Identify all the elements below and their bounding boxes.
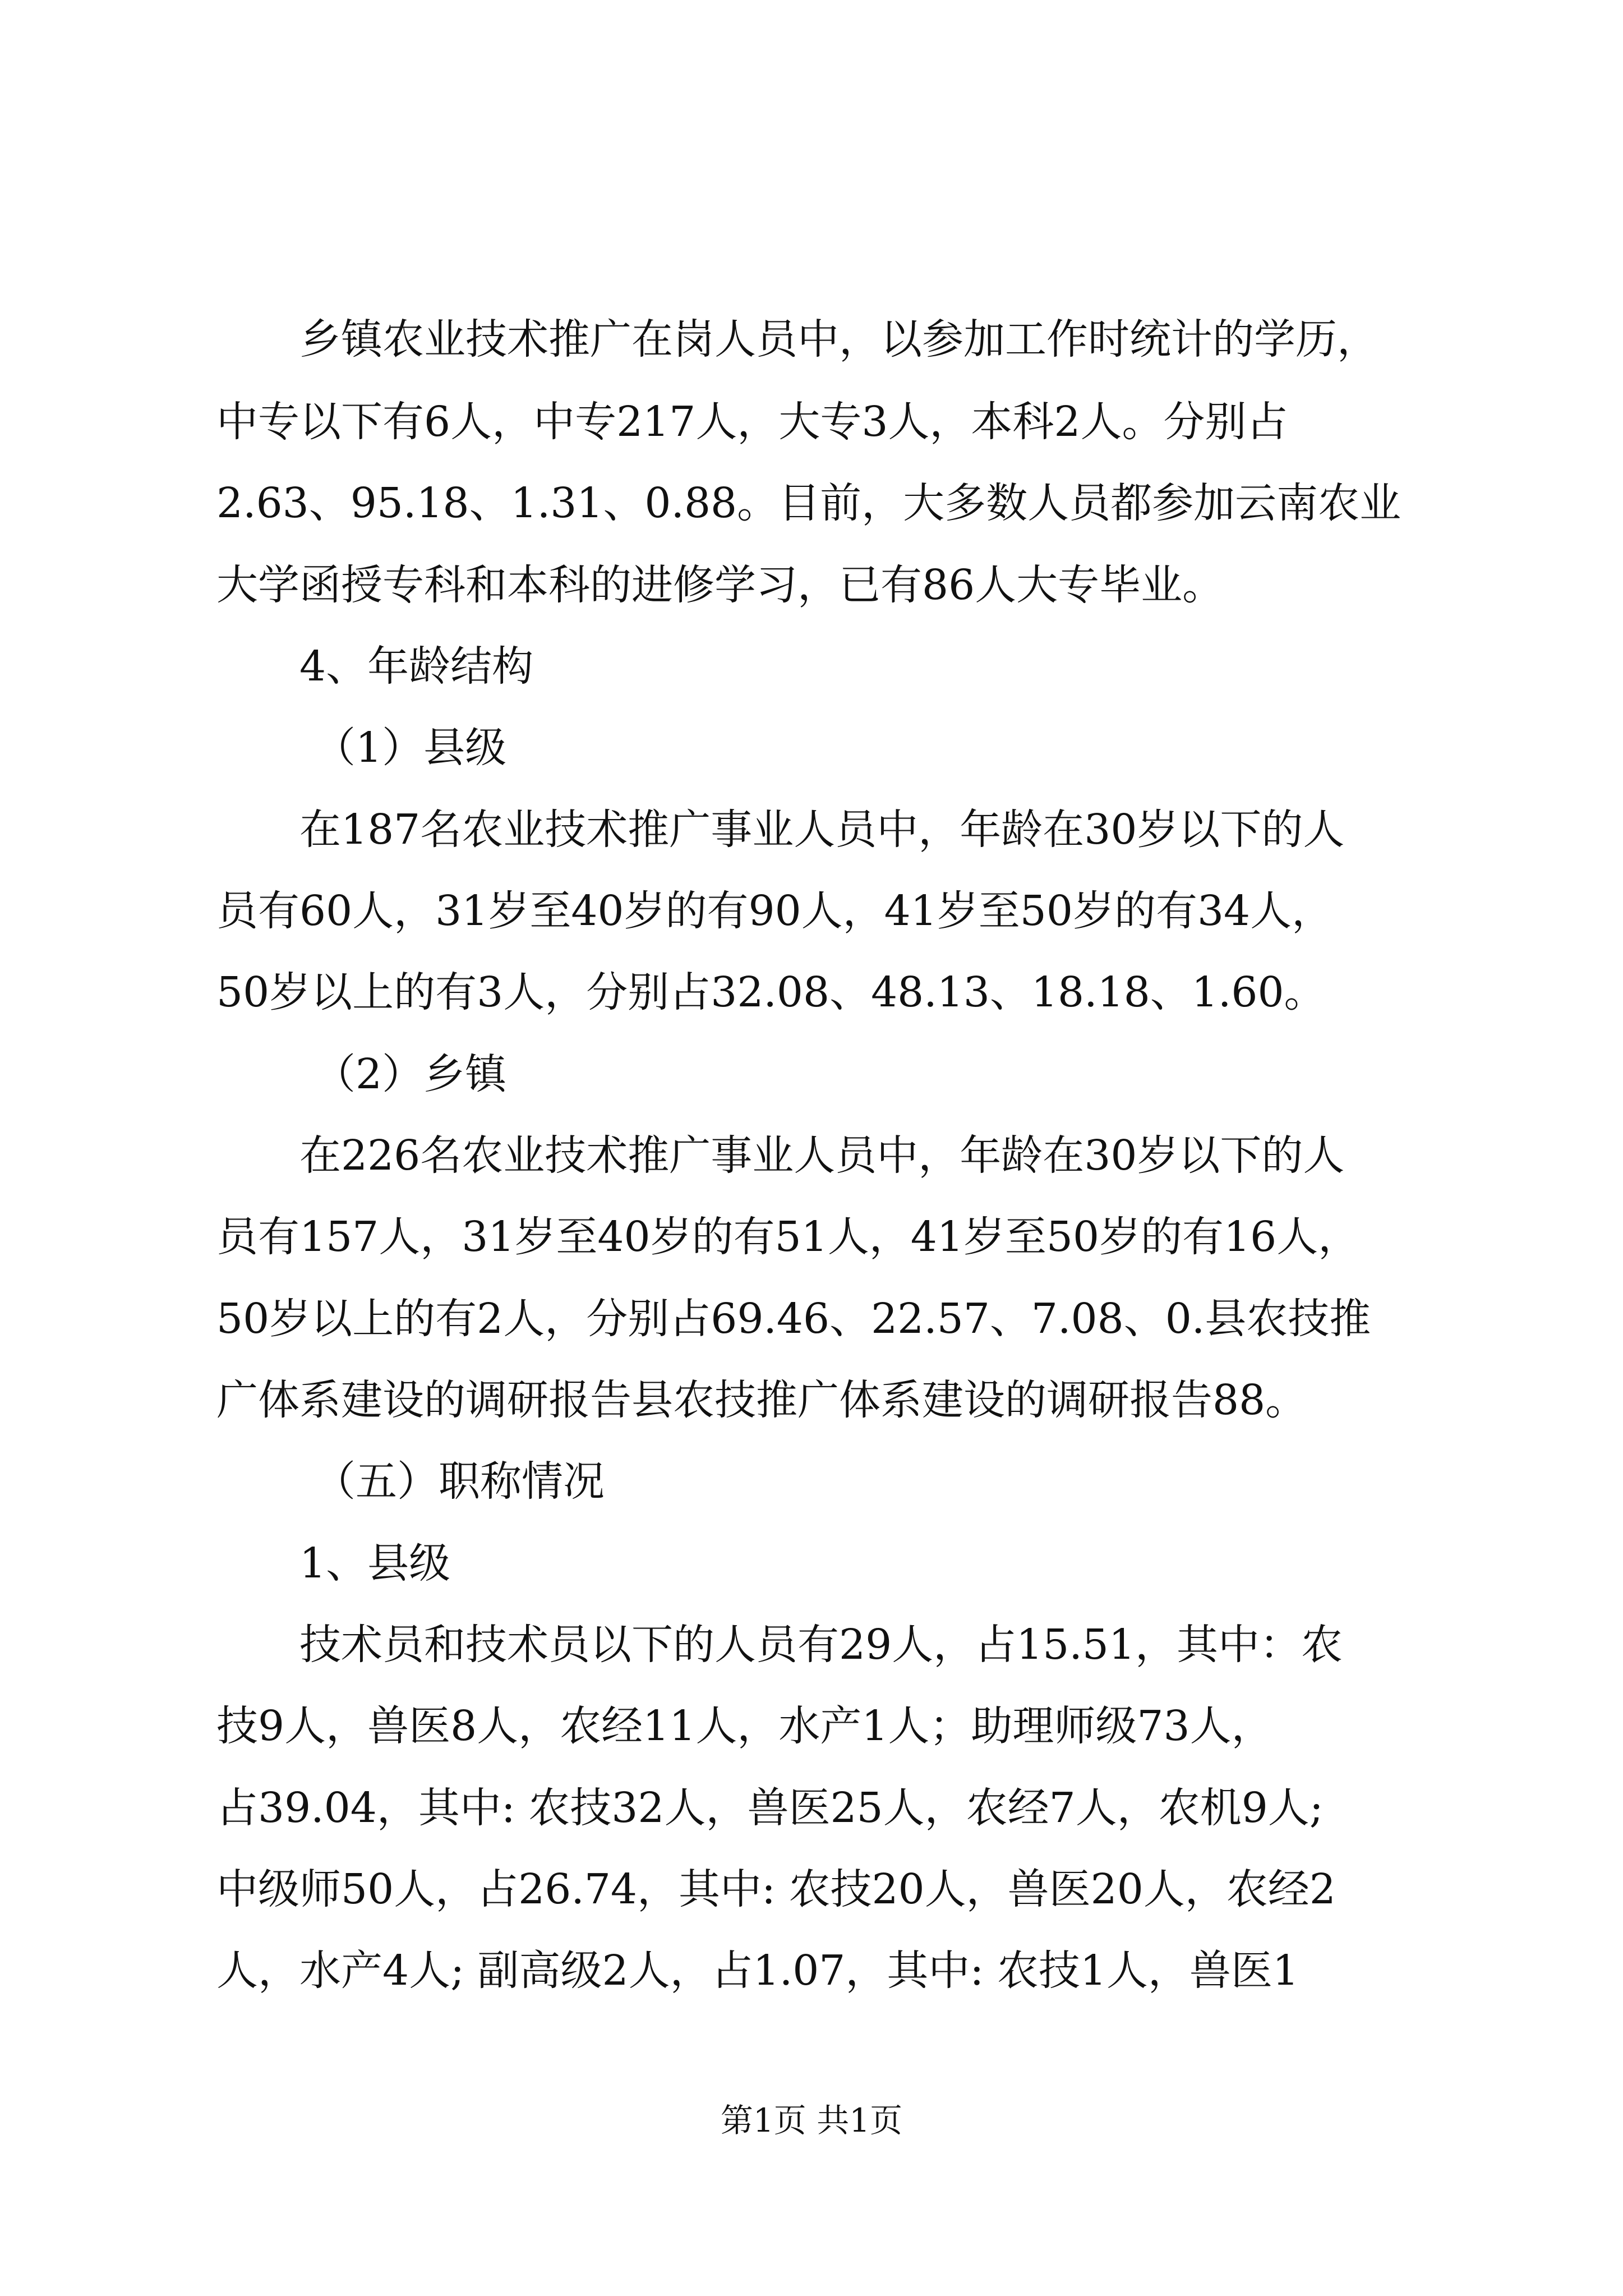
section-heading: （五）职称情况 (314, 1457, 605, 1506)
text-line: 技术员和技术员以下的人员有29人，占15.51，其中：农 (299, 1621, 1343, 1669)
subsection-heading: （2）乡镇 (314, 1050, 507, 1098)
subsection-heading: 1、县级 (299, 1539, 451, 1588)
subsection-heading: （1）县级 (314, 724, 507, 772)
text-line: 在226名农业技术推广事业人员中，年龄在30岁以下的人 (299, 1131, 1345, 1180)
text-line: 员有157人，31岁至40岁的有51人，41岁至50岁的有16人， (216, 1213, 1360, 1261)
text-line: 50岁以上的有3人，分别占32.08、48.13、18.18、1.60。 (216, 968, 1326, 1016)
text-line: 50岁以上的有2人，分别占69.46、22.57、7.08、0.县农技推 (216, 1295, 1371, 1343)
text-line: 乡镇农业技术推广在岗人员中，以参加工作时统计的学历， (299, 315, 1378, 364)
text-line: 人，水产4人; 副高级2人，占1.07，其中: 农技1人，兽医1 (216, 1947, 1299, 1995)
text-line: 2.63、95.18、1.31、0.88。目前，大多数人员都参加云南农业 (216, 479, 1401, 527)
page-footer: 第1页 共1页 (720, 2101, 903, 2139)
text-line: 员有60人，31岁至40岁的有90人，41岁至50岁的有34人， (216, 887, 1334, 935)
text-line: 在187名农业技术推广事业人员中，年龄在30岁以下的人 (299, 806, 1345, 854)
text-line: 大学函授专科和本科的进修学习，已有86人大专毕业。 (216, 561, 1224, 609)
text-line: 占39.04，其中: 农技32人，兽医25人，农经7人，农机9人; (216, 1784, 1324, 1832)
text-line: 中级师50人，占26.74，其中: 农技20人，兽医20人，农经2 (216, 1865, 1336, 1913)
text-line: 广体系建设的调研报告县农技推广体系建设的调研报告88。 (216, 1376, 1307, 1424)
text-line: 中专以下有6人，中专217人，大专3人，本科2人。分别占 (216, 398, 1288, 446)
section-heading: 4、年龄结构 (299, 642, 534, 691)
text-line: 技9人，兽医8人，农经11人，水产1人；助理师级73人， (216, 1702, 1273, 1750)
